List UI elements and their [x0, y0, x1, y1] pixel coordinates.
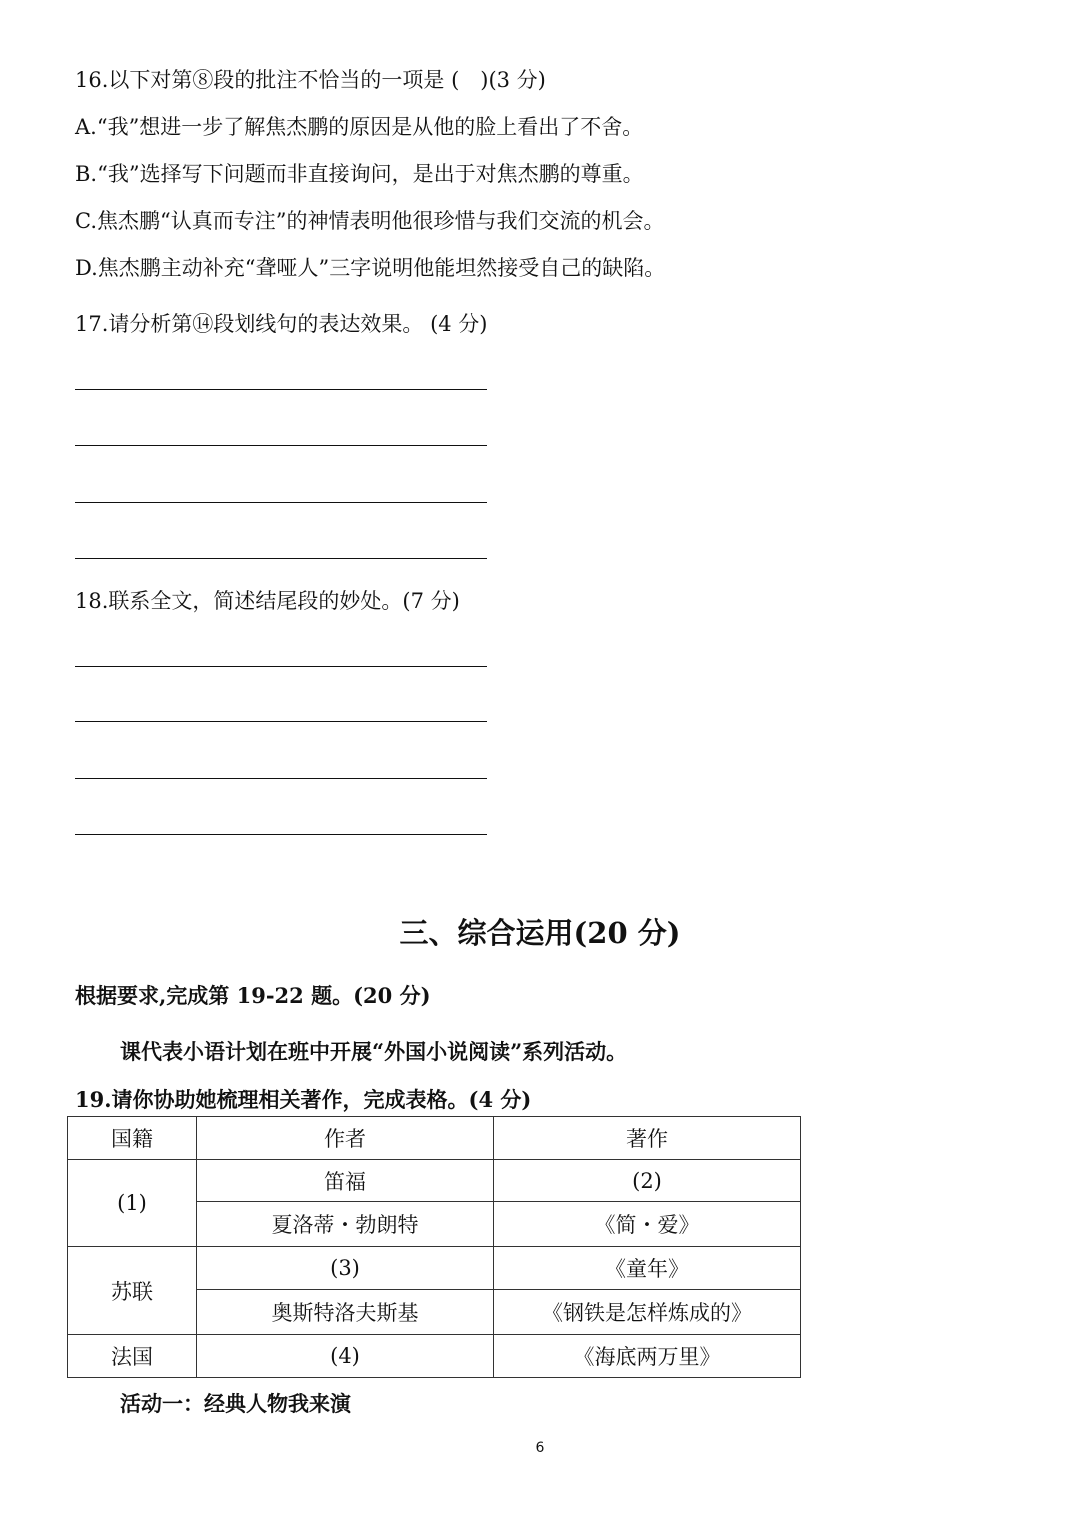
- table-header-row: [68, 1117, 801, 1160]
- answer-line[interactable]: [75, 389, 487, 390]
- author-cell[interactable]: (3): [197, 1247, 494, 1290]
- question-17-stem: 17.请分析第⑭段划线句的表达效果。 (4 分): [75, 312, 488, 336]
- section-instruction: 根据要求,完成第 19-22 题。(20 分): [75, 983, 431, 1008]
- question-16-stem: 16.以下对第⑧段的批注不恰当的一项是 ( )(3 分): [75, 68, 546, 92]
- answer-line[interactable]: [75, 666, 487, 667]
- table-row: [68, 1247, 801, 1290]
- activity-one-heading: 活动一：经典人物我来演: [120, 1391, 351, 1416]
- works-table: [67, 1116, 801, 1378]
- answer-line[interactable]: [75, 445, 487, 446]
- answer-line[interactable]: [75, 721, 487, 722]
- table-row: [68, 1160, 801, 1202]
- header-author: 作者: [197, 1117, 494, 1160]
- author-cell: 奥斯特洛夫斯基: [197, 1290, 494, 1335]
- section-title: 三、综合运用(20 分): [399, 916, 681, 950]
- nationality-cell: 苏联: [68, 1247, 197, 1335]
- header-nationality: 国籍: [68, 1117, 197, 1160]
- activity-intro: 课代表小语计划在班中开展“外国小说阅读”系列活动。: [120, 1039, 628, 1064]
- header-work: 著作: [494, 1117, 801, 1160]
- question-16-option-a: A.“我”想进一步了解焦杰鹏的原因是从他的脸上看出了不舍。: [75, 115, 644, 139]
- answer-line[interactable]: [75, 502, 487, 503]
- question-19-stem: 19.请你协助她梳理相关著作，完成表格。(4 分): [75, 1087, 532, 1112]
- table-row: [68, 1335, 801, 1378]
- question-16-option-d: D.焦杰鹏主动补充“聋哑人”三字说明他能坦然接受自己的缺陷。: [75, 256, 666, 280]
- answer-line[interactable]: [75, 834, 487, 835]
- work-cell: 《童年》: [494, 1247, 801, 1290]
- author-cell: 笛福: [197, 1160, 494, 1202]
- work-cell[interactable]: (2): [494, 1160, 801, 1202]
- nationality-cell: 法国: [68, 1335, 197, 1378]
- question-16-option-b: B.“我”选择写下问题而非直接询问，是出于对焦杰鹏的尊重。: [75, 162, 644, 186]
- nationality-cell[interactable]: (1): [68, 1160, 197, 1247]
- work-cell: 《海底两万里》: [494, 1335, 801, 1378]
- question-16-option-c: C.焦杰鹏“认真而专注”的神情表明他很珍惜与我们交流的机会。: [75, 209, 665, 233]
- author-cell[interactable]: (4): [197, 1335, 494, 1378]
- work-cell: 《钢铁是怎样炼成的》: [494, 1290, 801, 1335]
- answer-line[interactable]: [75, 778, 487, 779]
- author-cell: 夏洛蒂・勃朗特: [197, 1202, 494, 1247]
- answer-line[interactable]: [75, 558, 487, 559]
- question-18-stem: 18.联系全文，简述结尾段的妙处。(7 分): [75, 589, 460, 613]
- page-number: 6: [535, 1440, 545, 1456]
- work-cell: 《简・爱》: [494, 1202, 801, 1247]
